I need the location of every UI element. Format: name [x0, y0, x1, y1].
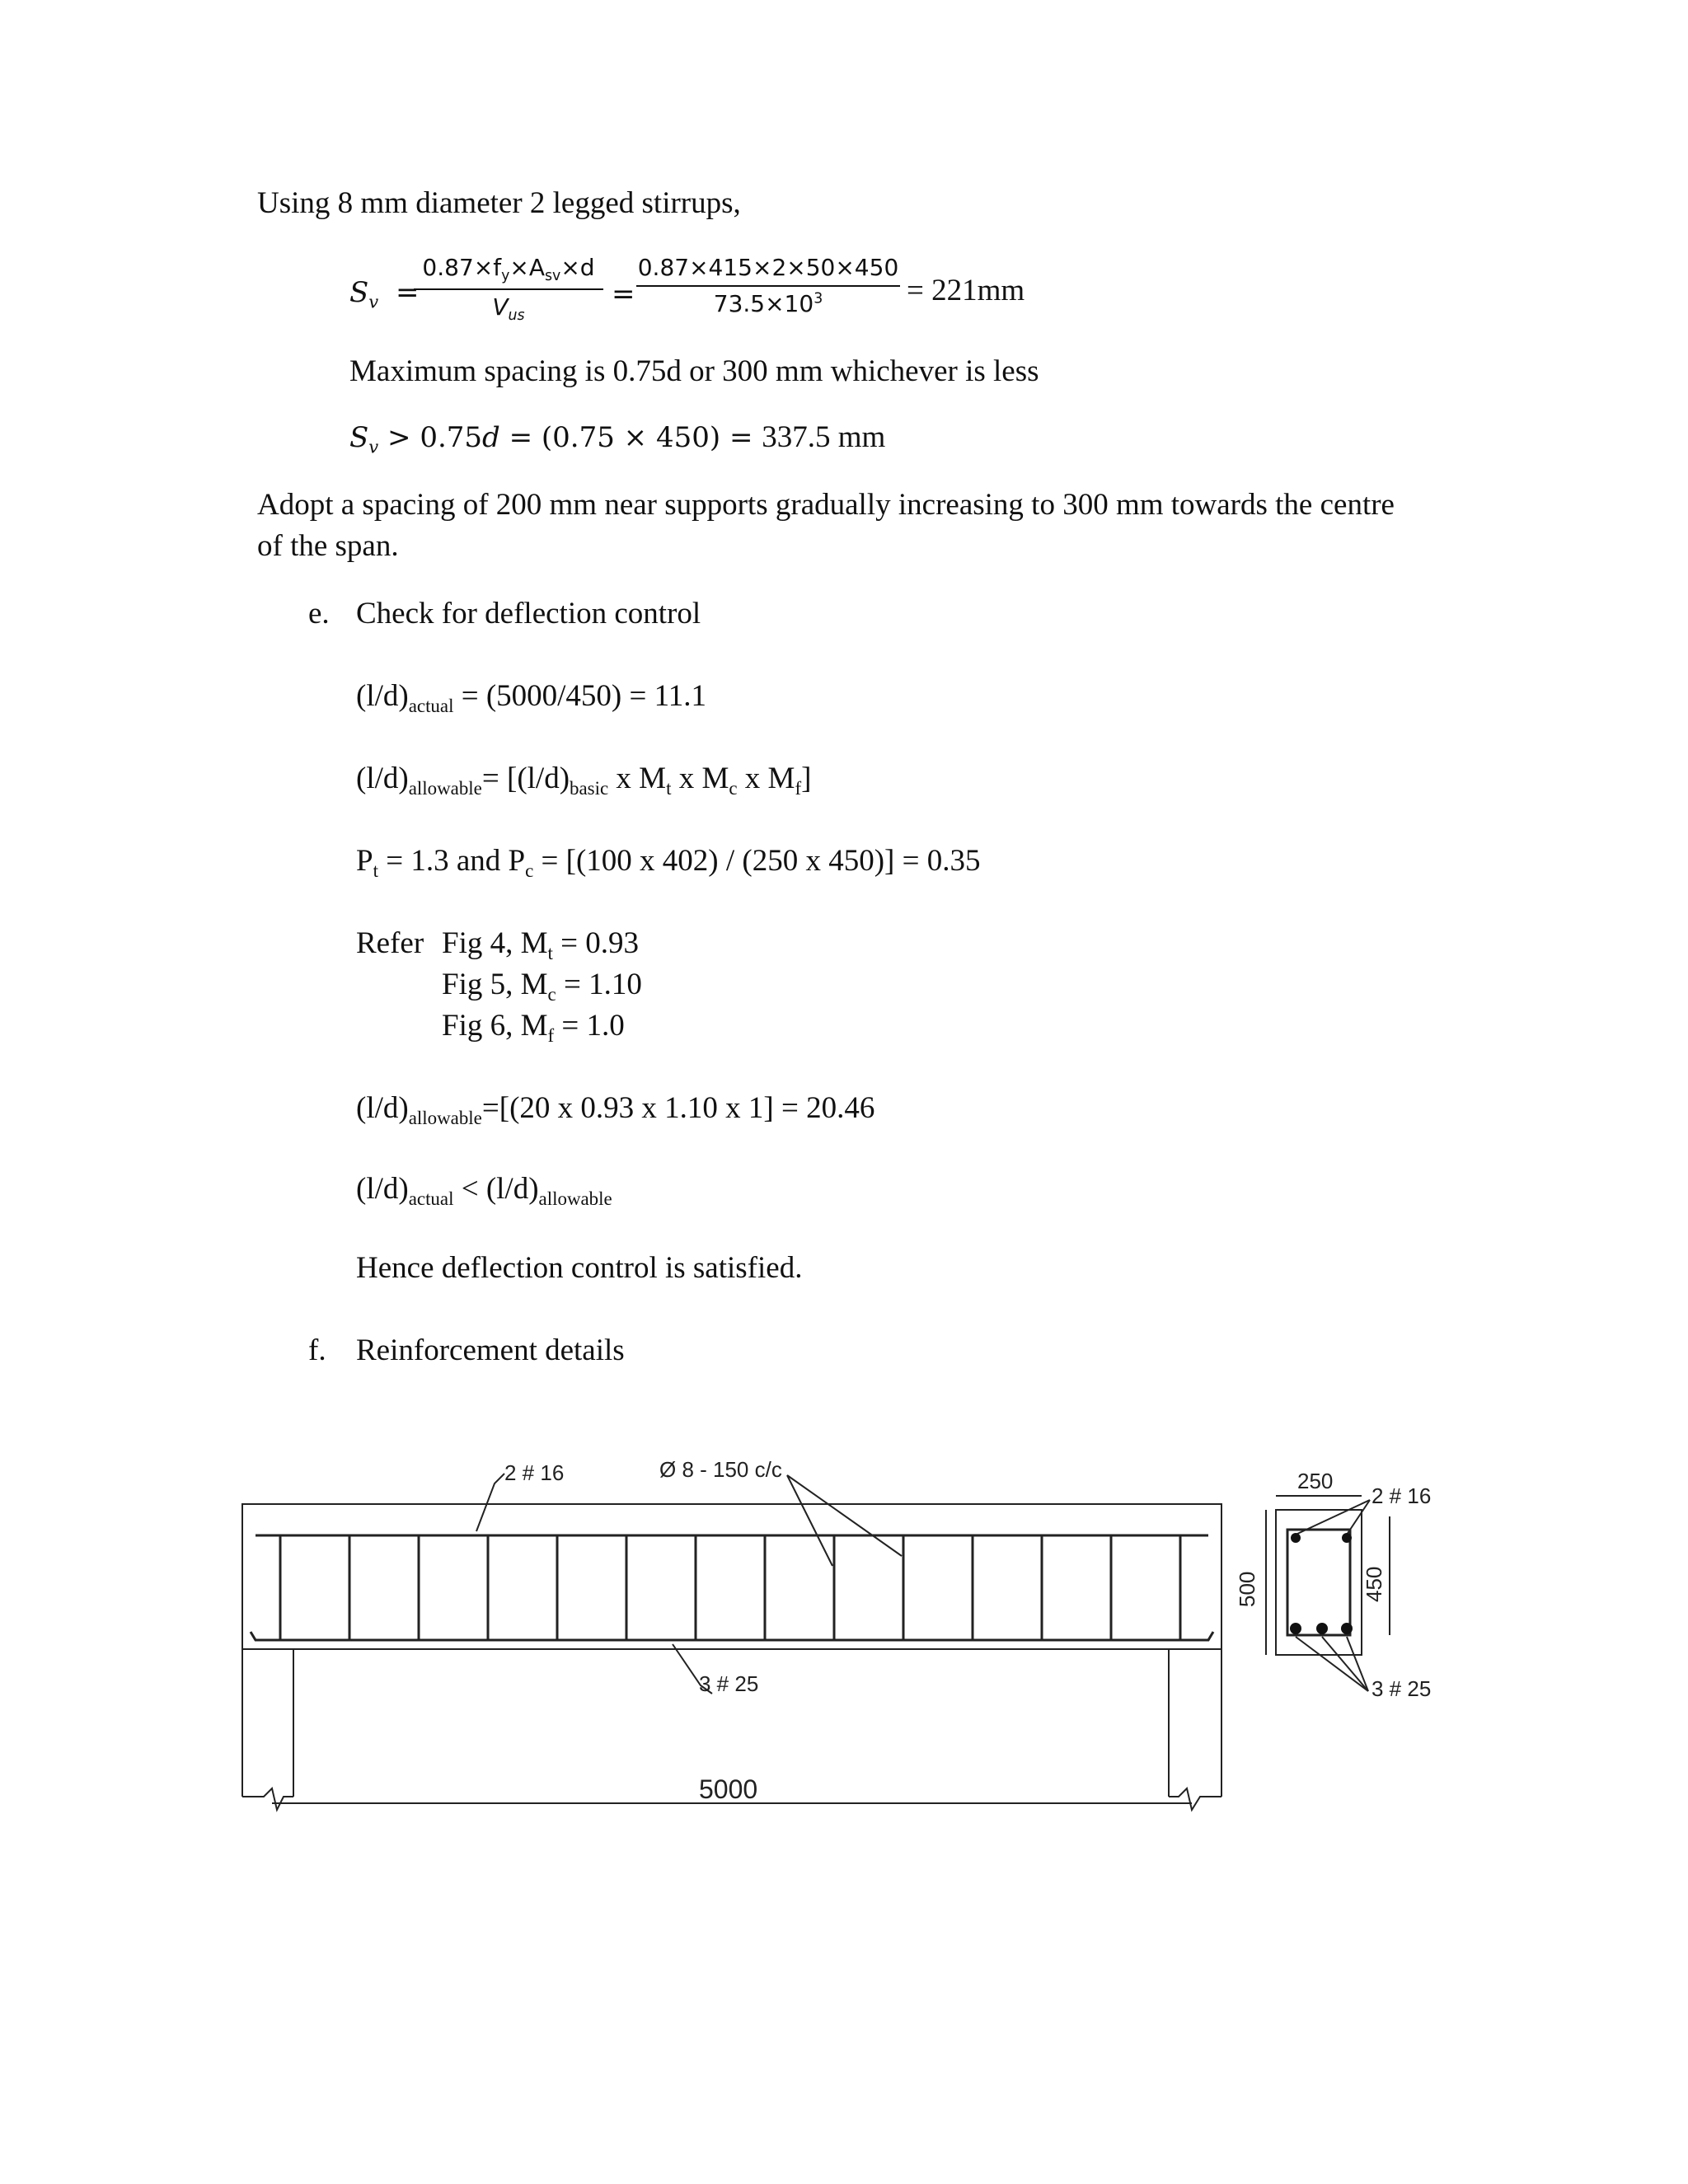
bottom-bar	[251, 1632, 1213, 1640]
sv-result: = 221mm	[907, 274, 1025, 307]
section-e-title: Check for deflection control	[356, 597, 701, 630]
label-bottom-bars: 3 # 25	[699, 1671, 759, 1696]
ld-allowable-formula: $(l/d)_{allowable}= [(l/d)_{basic}$ x $M_t$ x $M_c$ x $M_f$]	[356, 762, 812, 799]
label-section-top-bars: 2 # 16	[1372, 1483, 1432, 1508]
section-top-bar-right	[1342, 1533, 1352, 1543]
ld-actual: $(l/d)_{actual} = (5000/450) = 11.1$	[356, 679, 707, 717]
sv-fraction-general: $0.87\times f_y\times A_{sv}\times d$ $V_{us}$	[414, 254, 603, 325]
label-span: 5000	[699, 1774, 758, 1804]
label-effective-depth: 450	[1362, 1566, 1386, 1602]
max-spacing-text: Maximum spacing is 0.75d or 300 mm whichever is less	[349, 354, 1039, 388]
section-bottom-leader-1	[1296, 1637, 1368, 1691]
conclusion-text: Hence deflection control is satisfied.	[356, 1251, 803, 1285]
right-break-mark	[1169, 1788, 1221, 1810]
refer-fig6: Fig 6, $M_f = 1.0$	[442, 1009, 625, 1047]
section-stirrup	[1287, 1530, 1350, 1635]
label-section-width: 250	[1297, 1469, 1334, 1493]
section-e-marker: e.	[308, 597, 330, 630]
stirrups	[280, 1535, 1180, 1640]
refer-label: Refer	[356, 926, 424, 960]
adopt-line-1: Adopt a spacing of 200 mm near supports gradually increasing to 300 mm towards the centre	[257, 488, 1395, 522]
section-top-leader-1	[1296, 1500, 1370, 1535]
stirrup-leader-2	[787, 1475, 902, 1556]
pt-pc-values: $P_t = 1.3$ and $P_c = [(100$ x 402) / (250 x 450)] = 0.35	[356, 844, 981, 882]
label-section-bottom-bars: 3 # 25	[1372, 1676, 1432, 1701]
refer-fig4: Fig 4, $M_t = 0.93$	[442, 926, 640, 964]
ld-compare: $(l/d)_{actual} < (l/d)_{allowable}$	[356, 1172, 612, 1210]
left-break-mark	[242, 1788, 293, 1810]
refer-fig5: Fig 5, $M_c = 1.10$	[442, 968, 642, 1005]
section-bottom-bar-left	[1290, 1623, 1301, 1634]
sv-check: $S_v > 0.75d = (0.75 \times 450) = 337.5$ mm	[349, 420, 886, 457]
top-bar-leader	[476, 1474, 504, 1531]
section-bottom-bar-mid	[1316, 1623, 1328, 1634]
label-section-depth: 500	[1235, 1571, 1259, 1607]
beam-outline	[242, 1504, 1221, 1649]
section-bottom-leader-2	[1322, 1637, 1368, 1691]
adopt-line-2: of the span.	[257, 529, 399, 563]
label-top-bars: 2 # 16	[504, 1460, 565, 1485]
section-bottom-leader-3	[1347, 1637, 1368, 1691]
bottom-bar-leader	[673, 1644, 712, 1694]
section-bottom-bar-right	[1341, 1623, 1353, 1634]
section-f-title: Reinforcement details	[356, 1333, 625, 1367]
section-top-leader-2	[1347, 1500, 1370, 1535]
sv-fraction-numeric: 0.87×415×2×50×450 $73.5\times 10^3$	[637, 254, 899, 317]
label-stirrups: Ø 8 - 150 c/c	[659, 1457, 782, 1482]
sv-symbol: $S_v$ =	[349, 276, 420, 312]
intro-text: Using 8 mm diameter 2 legged stirrups,	[257, 186, 741, 220]
stirrup-leader-1	[787, 1475, 832, 1566]
section-outline	[1276, 1510, 1362, 1655]
ld-allowable-value: $(l/d)_{allowable}=[(20$ x 0.93 x 1.10 x 1] = 20.46	[356, 1091, 875, 1129]
sv-equals-2: =	[612, 278, 635, 311]
section-f-marker: f.	[308, 1333, 326, 1367]
section-top-bar-left	[1291, 1533, 1301, 1543]
